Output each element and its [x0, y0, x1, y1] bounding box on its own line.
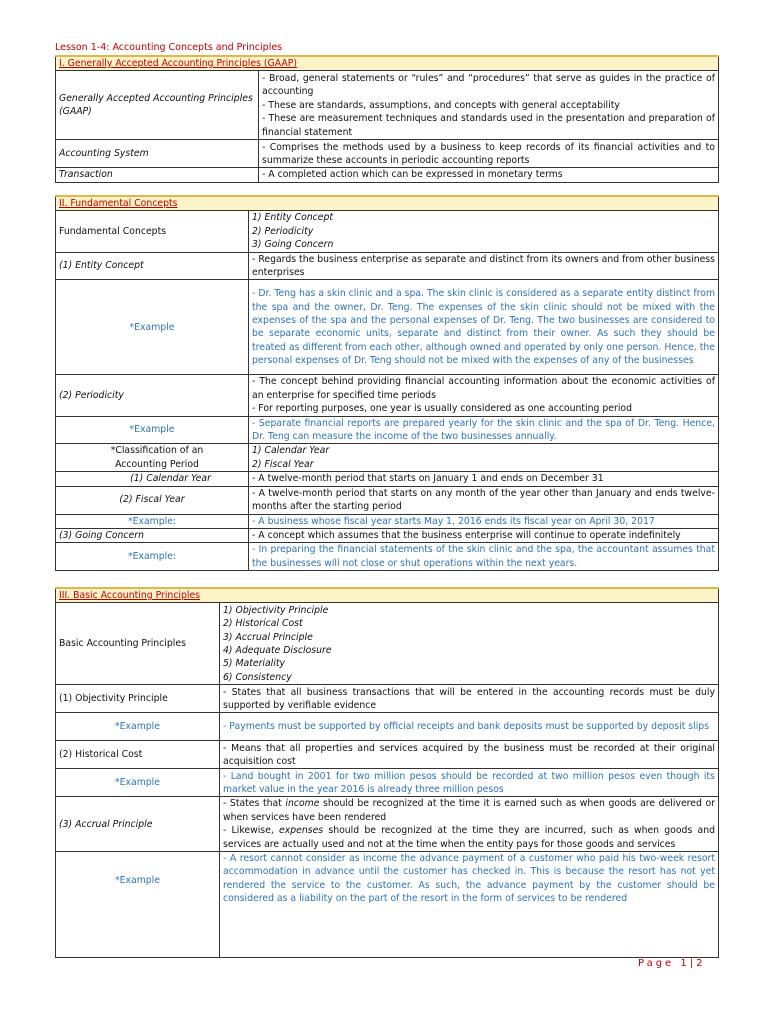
periodicity-def-line: - The concept behind providing financial accounting information about the economic activities of an enterprise for specified time periods — [252, 376, 715, 401]
example-label: *Example: — [56, 514, 249, 528]
section-header-fundamental: II. Fundamental Concepts — [56, 196, 719, 211]
list-item: 6) Consistency — [223, 671, 292, 683]
page-number: Page 1|2 — [638, 958, 706, 969]
fundamental-concepts-table — [55, 195, 719, 571]
basic-principles-table — [55, 587, 719, 958]
list-item: 2) Periodicity — [252, 225, 314, 237]
example-label: *Example: — [56, 543, 249, 571]
example-label: *Example — [56, 416, 249, 444]
accrual-def-line: - States that income should be recognized at the time it is earned such as when goods are delivered or when services have been rendered — [223, 798, 715, 823]
historical-cost-example: - Land bought in 2001 for two million pesos should be recorded at two million pesos even though its market value in the year 2016 is already three million pesos — [220, 769, 719, 797]
entity-concept-definition: - Regards the business enterprise as separate and distinct from its owners and from other business enterprises — [249, 252, 719, 280]
accrual-def-line: - Likewise, expenses should be recognized at the time they are incurred, such as when goods and services are actually used and not at the time when the entity pays for those goods and services — [223, 825, 715, 850]
list-item: 2) Fiscal Year — [252, 458, 314, 470]
periodicity-example: - Separate financial reports are prepared yearly for the skin clinic and the spa of Dr. Teng. Hence, Dr. Teng can measure the income of the two businesses annually. — [249, 416, 719, 444]
accrual-example: - A resort cannot consider as income the advance payment of a customer who paid his two-week resort accommodation in advance until the customer has checked in. This is because the resort has not yet rendered the service to the customer. As such, the advance payment by the customer should be considered as a liability on the part of the resort in the form of services to be rendered — [220, 852, 719, 958]
list-item: 4) Adequate Disclosure — [223, 644, 332, 656]
list-item: 1) Calendar Year — [252, 445, 330, 457]
historical-cost-definition: - Means that all properties and services acquired by the business must be recorded at their original acquisition cost — [220, 741, 719, 769]
periodicity-label: (2) Periodicity — [56, 375, 249, 416]
example-label: *Example — [56, 280, 249, 375]
accounting-system-definition: - Comprises the methods used by a business to keep records of its financial activities and to summarize these accounts in periodic accounting reports — [259, 140, 719, 168]
transaction-label: Transaction — [56, 168, 259, 182]
entity-concept-label: (1) Entity Concept — [56, 252, 249, 280]
fundamental-concepts-label: Fundamental Concepts — [56, 211, 249, 252]
fiscal-year-example: - A business whose fiscal year starts May 1, 2016 ends its fiscal year on April 30, 2017 — [249, 514, 719, 528]
periodicity-definition — [249, 375, 719, 416]
basic-principles-label: Basic Accounting Principles — [56, 603, 220, 685]
list-item: 1) Objectivity Principle — [223, 604, 329, 616]
gaap-def-line: - Broad, general statements or “rules” and “procedures” that serve as guides in the practice of accounting — [262, 72, 715, 98]
gaap-label: Generally Accepted Accounting Principles (GAAP) — [56, 71, 259, 140]
gaap-def-line: - These are measurement techniques and standards used in the presentation and preparation of financial statement — [262, 113, 715, 138]
gaap-table — [55, 55, 719, 183]
entity-concept-example: - Dr. Teng has a skin clinic and a spa. The skin clinic is considered as a separate entity distinct from the spa and the owner, Dr. Teng. The expenses of the skin clinic should not be mixed with the expenses of the spa and the personal expenses of Dr. Teng. The two businesses are considered to be separate economic units, separate and distinct from their owner. As such they should be treated as different from each other, although owned and operated by only one person. Hence, the personal expenses of Dr. Teng should not be mixed with the expenses of any of the businesses — [249, 280, 719, 375]
list-item: 1) Entity Concept — [252, 212, 334, 224]
list-item: 3) Accrual Principle — [223, 631, 313, 643]
objectivity-example: - Payments must be supported by official receipts and bank deposits must be supported by deposit slips — [220, 713, 719, 741]
list-item: 5) Materiality — [223, 658, 285, 670]
calendar-year-definition: - A twelve-month period that starts on January 1 and ends on December 31 — [249, 472, 719, 486]
list-item: 3) Going Concern — [252, 239, 334, 251]
objectivity-label: (1) Objectivity Principle — [56, 685, 220, 713]
accrual-label: (3) Accrual Principle — [56, 797, 220, 852]
going-concern-example: - In preparing the financial statements of the skin clinic and the spa, the accountant assumes that the businesses will not close or shut operations within the next years. — [249, 543, 719, 571]
fundamental-concepts-list — [249, 211, 719, 252]
classification-label: *Classification of an Accounting Period — [56, 444, 249, 472]
going-concern-label: (3) Going Concern — [56, 528, 249, 542]
example-label: *Example — [56, 852, 220, 958]
accrual-definition — [220, 797, 719, 852]
historical-cost-label: (2) Historical Cost — [56, 741, 220, 769]
fiscal-year-definition: - A twelve-month period that starts on any month of the year other than January and ends twelve-months after the starting period — [249, 486, 719, 514]
example-label: *Example — [56, 769, 220, 797]
section-header-basic-principles: III. Basic Accounting Principles — [56, 588, 719, 603]
lesson-title: Lesson 1-4: Accounting Concepts and Principles — [55, 42, 283, 53]
classification-list — [249, 444, 719, 472]
example-label: *Example — [56, 713, 220, 741]
accounting-system-label: Accounting System — [56, 140, 259, 168]
gaap-def-line: - These are standards, assumptions, and concepts with general acceptability — [262, 99, 620, 111]
transaction-definition: - A completed action which can be expressed in monetary terms — [259, 168, 719, 182]
periodicity-def-line: - For reporting purposes, one year is usually considered as one accounting period — [252, 403, 632, 415]
going-concern-definition: - A concept which assumes that the business enterprise will continue to operate indefinitely — [249, 528, 719, 542]
fiscal-year-label: (2) Fiscal Year — [56, 486, 249, 514]
list-item: 2) Historical Cost — [223, 618, 303, 630]
calendar-year-label: (1) Calendar Year — [56, 472, 249, 486]
section-header-gaap: I. Generally Accepted Accounting Principles (GAAP) — [56, 56, 719, 71]
basic-principles-list — [220, 603, 719, 685]
objectivity-definition: - States that all business transactions that will be entered in the accounting records must be duly supported by verifiable evidence — [220, 685, 719, 713]
gaap-definition — [259, 71, 719, 140]
